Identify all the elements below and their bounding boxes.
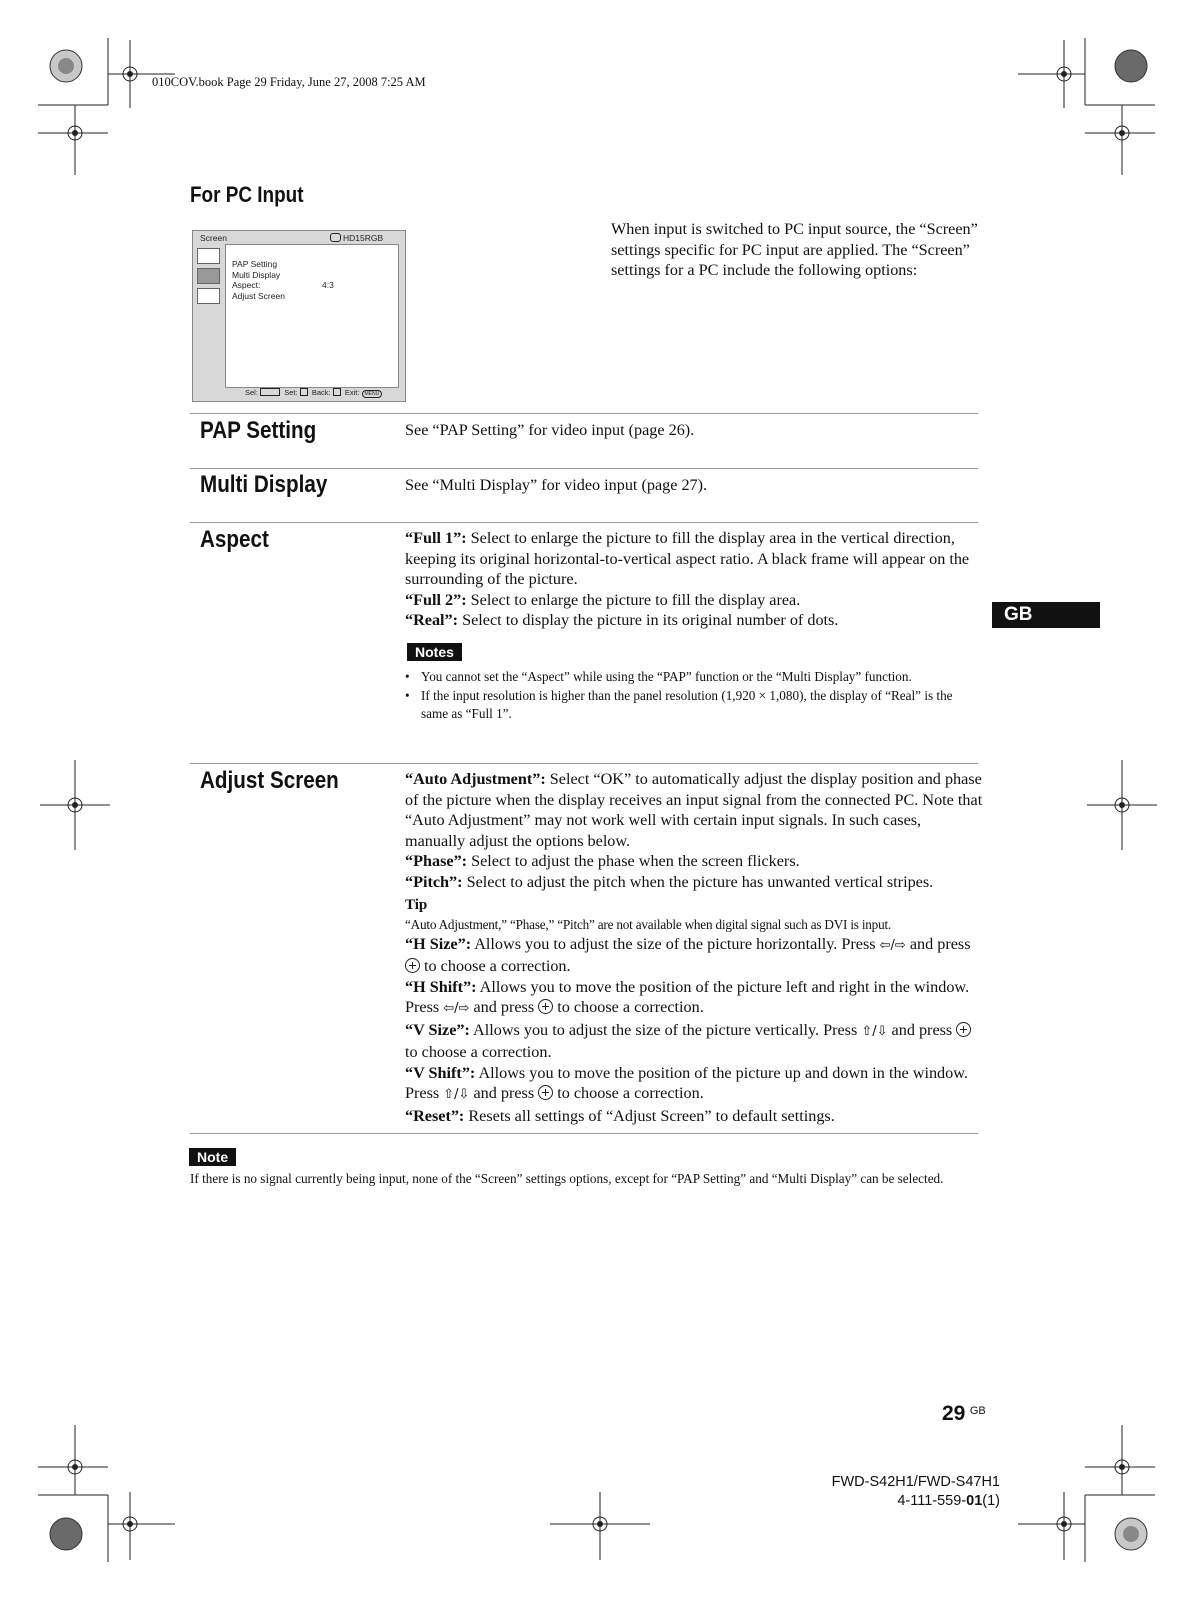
v-shift-item: “V Shift”: Allows you to move the position of the picture up and down in the window. Press ⇧/⇩ and press to choose a correction. [405,1063,968,1102]
reset-item: “Reset”: Resets all settings of “Adjust Screen” to default settings. [405,1106,835,1125]
v-size-item: “V Size”: Allows you to adjust the size of the picture vertically. Press ⇧/⇩ and press to choose a correction. [405,1020,983,1063]
full1-item: “Full 1”: Select to enlarge the picture to fill the display area in the vertical direction, keeping its original horizontal-to-vertical aspect ratio. A black frame will appear on the surrounding of the picture. [405,529,970,588]
page-number: 29 $^{GB}$ [942,1402,986,1425]
language-tab: GB [992,602,1100,628]
menu-key-icon: MENU [362,390,383,398]
aspect-body [405,528,980,631]
divider [190,522,978,523]
left-right-arrows-icon: ⇦/⇨ [879,937,906,953]
osd-aspect-value: 4:3 [322,280,334,290]
model-info [822,1473,1000,1511]
left-right-arrows-icon: ⇦/⇨ [443,1001,470,1016]
osd-menu-frame [225,244,399,388]
document-code: 4-111-559-01(1) [897,1493,1000,1509]
bottom-note-text: If there is no signal currently being input, none of the “Screen” settings options, except for “PAP Setting” and “Multi Display” can be selected. [190,1171,944,1186]
back-icon [333,388,341,396]
osd-input: HD15RGB [330,233,383,243]
aspect-heading: Aspect [200,526,269,553]
note-item: • You cannot set the “Aspect” while using the “PAP” function or the “Multi Display” function. [405,668,965,687]
osd-menu-item: Multi Display [232,269,281,280]
h-shift-item: “H Shift”: Allows you to move the position of the picture left and right in the window. Press ⇦/⇨ and press to choose a correction. [405,977,970,1016]
tip-text: “Auto Adjustment,” “Phase,” “Pitch” are not available when digital signal such as DVI is input. [405,916,892,932]
osd-menu-item: Adjust Screen [232,290,285,301]
enter-icon [300,388,308,396]
note-badge: Note [189,1148,236,1166]
pap-setting-heading: PAP Setting [200,417,317,444]
osd-menu-item: Aspect: 4:3 [232,280,334,290]
osd-screen [192,230,406,402]
osd-title: Screen [200,233,227,243]
up-down-arrows-icon: ⇧/⇩ [443,1087,470,1102]
model-number: FWD-S42H1/FWD-S47H1 [831,1474,1000,1490]
pap-setting-text: See “PAP Setting” for video input (page 26). [405,421,695,439]
tip-label: Tip [405,897,428,913]
osd-menu-item: PAP Setting [232,259,278,269]
full2-item: “Full 2”: Select to enlarge the picture to fill the display area. [405,590,801,609]
divider [190,763,978,764]
real-item: “Real”: Select to display the picture in its original number of dots. [405,611,839,629]
divider [190,1133,978,1134]
divider [190,413,978,414]
picture-icon [197,248,220,264]
section-heading: For PC Input [190,182,304,207]
enter-icon [405,958,420,973]
enter-icon [956,1022,971,1037]
phase-item: “Phase”: Select to adjust the phase when the screen flickers. [405,852,800,870]
aspect-notes [405,668,965,724]
adjust-screen-body [405,769,983,1126]
h-size-item: “H Size”: Allows you to adjust the size of the picture horizontally. Press ⇦/⇨ and press to choose a correction. [405,934,971,975]
input-icon [330,233,341,242]
multi-display-heading: Multi Display [200,471,328,498]
setup-icon [197,288,220,304]
enter-icon [538,1085,553,1100]
divider [190,468,978,469]
pitch-item: “Pitch”: Select to adjust the pitch when the picture has unwanted vertical stripes. [405,872,934,891]
screen-icon [197,268,220,284]
book-info: 010COV.book Page 29 Friday, June 27, 2008 7:25 AM [152,75,426,89]
up-down-arrows-icon: ⇧/⇩ [861,1023,888,1039]
osd-footer: Sel: Set: Back: Exit: MENU [245,388,382,398]
adjust-screen-heading: Adjust Screen [200,767,339,794]
arrows-icon [260,388,280,396]
multi-display-text: See “Multi Display” for video input (page 27). [405,476,708,494]
auto-adjustment-item: “Auto Adjustment”: Select “OK” to automatically adjust the display position and phase of the picture when the display receives an input signal from the connected PC. Note that “Auto Adjustment” may not work well with certain input signals. In such cases, manually adjust the options below. [405,770,983,850]
note-item: • If the input resolution is higher than the panel resolution (1,920 × 1,080), the display of “Real” is the same as “Full 1”. [405,687,965,724]
enter-icon [538,999,553,1014]
intro-text: When input is switched to PC input source, the “Screen” settings specific for PC input are applied. The “Screen” settings for a PC include the following options: [611,220,978,279]
notes-badge: Notes [407,643,462,661]
